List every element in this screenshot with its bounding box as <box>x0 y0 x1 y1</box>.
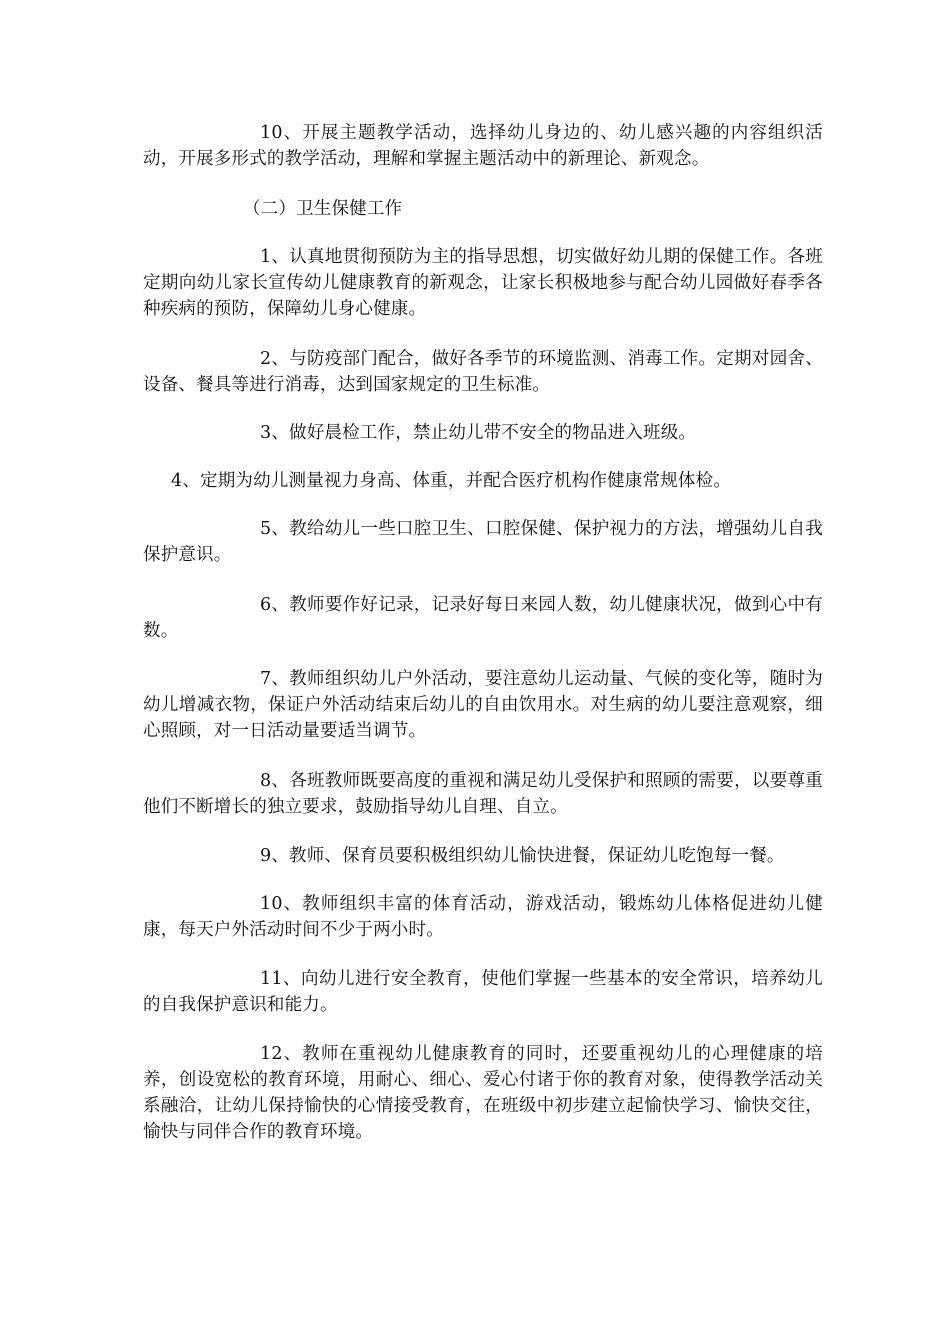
section-heading-health-care: （二）卫生保健工作 <box>243 199 403 219</box>
paragraph-health-8: 8、各班教师既要高度的重视和满足幼儿受保护和照顾的需要，以要尊重他们不断增长的独立要求，鼓励指导幼儿自理、自立。 <box>143 771 823 817</box>
paragraph-activity-10: 10、开展主题教学活动，选择幼儿身边的、幼儿感兴趣的内容组织活动，开展多形式的教学活动，理解和掌握主题活动中的新理论、新观念。 <box>143 123 823 169</box>
paragraph-health-6: 6、教师要作好记录，记录好每日来园人数，幼儿健康状况，做到心中有数。 <box>143 595 823 641</box>
paragraph-health-9: 9、教师、保育员要积极组织幼儿愉快进餐，保证幼儿吃饱每一餐。 <box>260 846 785 866</box>
paragraph-health-5: 5、教给幼儿一些口腔卫生、口腔保健、保护视力的方法，增强幼儿自我保护意识。 <box>143 519 823 565</box>
paragraph-health-7: 7、教师组织幼儿户外活动，要注意幼儿运动量、气候的变化等，随时为幼儿增减衣物，保证户外活动结束后幼儿的自由饮用水。对生病的幼儿要注意观察，细心照顾，对一日活动量要适当调节。 <box>143 669 823 741</box>
paragraph-health-2: 2、与防疫部门配合，做好各季节的环境监测、消毒工作。定期对园舍、设备、餐具等进行消毒，达到国家规定的卫生标准。 <box>143 349 823 395</box>
paragraph-health-10: 10、教师组织丰富的体育活动，游戏活动，锻炼幼儿体格促进幼儿健康，每天户外活动时间不少于两小时。 <box>143 894 823 940</box>
paragraph-health-1: 1、认真地贯彻预防为主的指导思想，切实做好幼儿期的保健工作。各班定期向幼儿家长宣传幼儿健康教育的新观念，让家长积极地参与配合幼儿园做好春季各种疾病的预防，保障幼儿身心健康。 <box>143 247 823 319</box>
paragraph-health-12: 12、教师在重视幼儿健康教育的同时，还要重视幼儿的心理健康的培养，创设宽松的教育环境，用耐心、细心、爱心付诸于你的教育对象，使得教学活动关系融洽，让幼儿保持愉快的心情接受教育，在班级中初步建立起愉快学习、愉快交往，愉快与同伴合作的教育环境。 <box>143 1044 823 1142</box>
paragraph-health-11: 11、向幼儿进行安全教育，使他们掌握一些基本的安全常识，培养幼儿的自我保护意识和能力。 <box>143 969 823 1015</box>
paragraph-health-3: 3、做好晨检工作，禁止幼儿带不安全的物品进入班级。 <box>260 423 697 443</box>
paragraph-health-4: 4、定期为幼儿测量视力身高、体重，并配合医疗机构作健康常规体检。 <box>171 471 732 491</box>
